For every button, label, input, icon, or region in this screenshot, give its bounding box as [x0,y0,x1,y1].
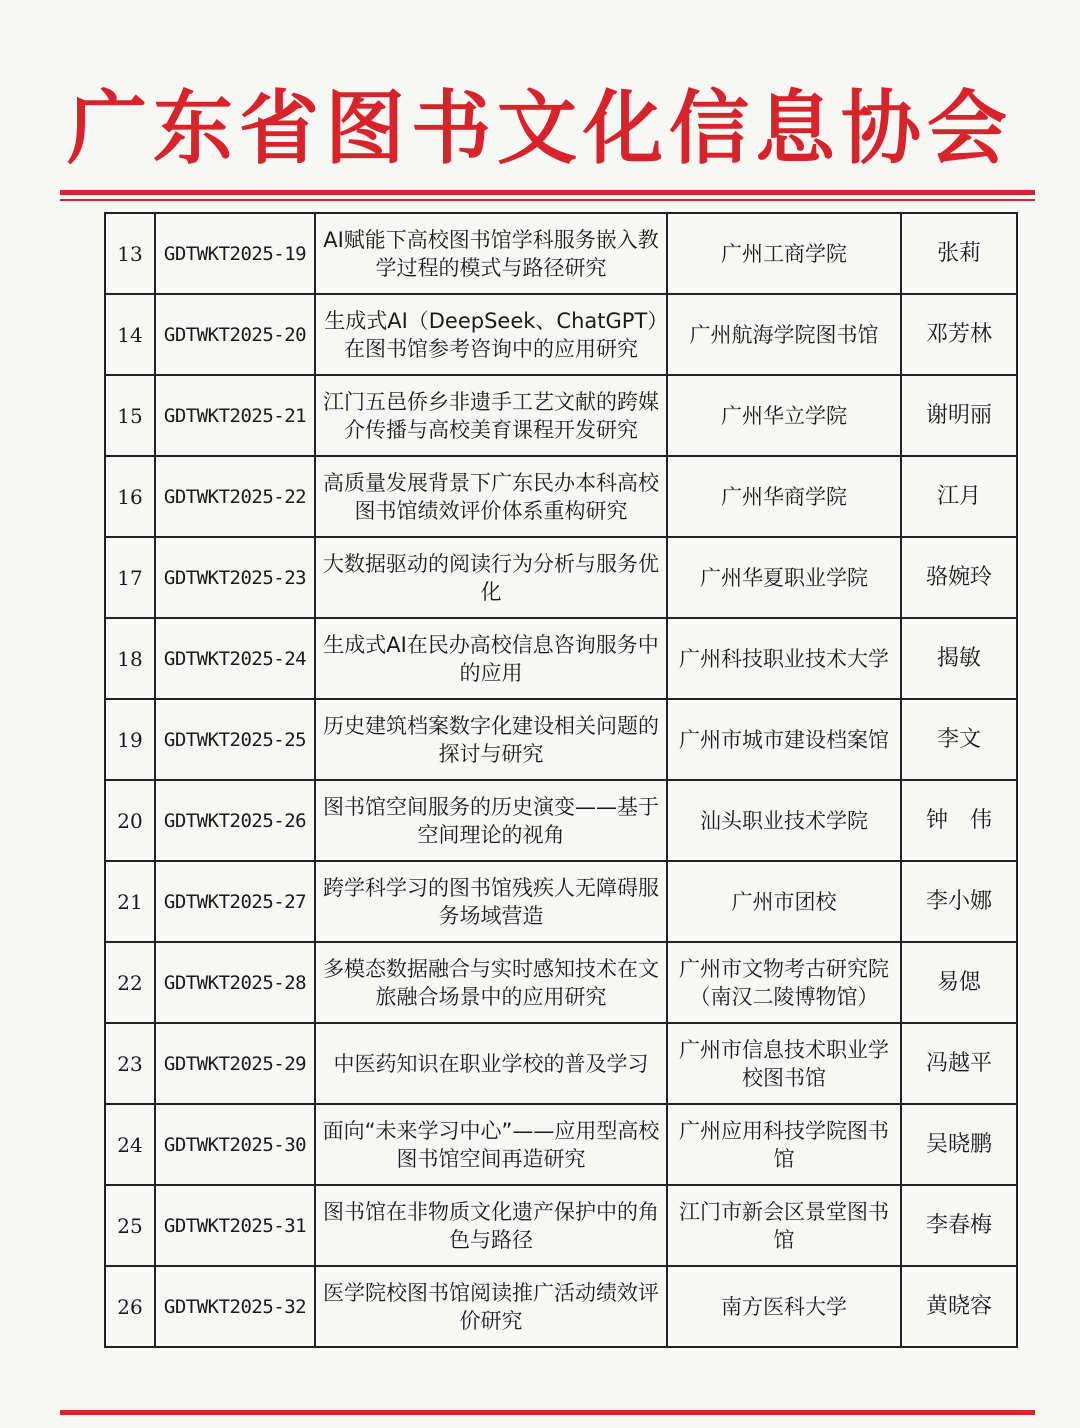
table-row [105,780,1017,861]
organization-name: 广州华夏职业学院 [667,537,901,618]
person-in-charge: 李文 [901,699,1017,780]
project-title: 图书馆空间服务的历史演变——基于空间理论的视角 [315,780,667,861]
organization-name: 广州科技职业技术大学 [667,618,901,699]
row-number: 18 [105,618,155,699]
organization-title: 广东省图书文化信息协会 [67,81,1013,175]
table-row [105,1266,1017,1347]
project-title: 高质量发展背景下广东民办本科高校图书馆绩效评价体系重构研究 [315,456,667,537]
row-number: 13 [105,213,155,294]
organization-name: 广州市城市建设档案馆 [667,699,901,780]
project-title: 医学院校图书馆阅读推广活动绩效评价研究 [315,1266,667,1347]
table-row [105,537,1017,618]
organization-name: 广州工商学院 [667,213,901,294]
row-number: 14 [105,294,155,375]
organization-name: 广州华立学院 [667,375,901,456]
row-number: 16 [105,456,155,537]
person-in-charge: 江月 [901,456,1017,537]
project-title: 大数据驱动的阅读行为分析与服务优化 [315,537,667,618]
project-title: 多模态数据融合与实时感知技术在文旅融合场景中的应用研究 [315,942,667,1023]
row-number: 15 [105,375,155,456]
project-title: 生成式AI在民办高校信息咨询服务中的应用 [315,618,667,699]
row-number: 19 [105,699,155,780]
header-divider-thin [60,199,1035,201]
row-number: 24 [105,1104,155,1185]
header-divider-thick [60,190,1035,195]
organization-name: 广州应用科技学院图书馆 [667,1104,901,1185]
organization-name: 江门市新会区景堂图书馆 [667,1185,901,1266]
project-code: GDTWKT2025-30 [155,1104,315,1185]
project-code: GDTWKT2025-26 [155,780,315,861]
project-code: GDTWKT2025-24 [155,618,315,699]
table-row [105,375,1017,456]
project-code: GDTWKT2025-29 [155,1023,315,1104]
project-code: GDTWKT2025-19 [155,213,315,294]
project-code: GDTWKT2025-22 [155,456,315,537]
row-number: 17 [105,537,155,618]
project-code: GDTWKT2025-21 [155,375,315,456]
person-in-charge: 钟 伟 [901,780,1017,861]
project-table-container [104,212,1018,1348]
person-in-charge: 揭敏 [901,618,1017,699]
row-number: 21 [105,861,155,942]
person-in-charge: 谢明丽 [901,375,1017,456]
organization-name: 广州华商学院 [667,456,901,537]
footer-divider [60,1410,1035,1415]
person-in-charge: 张莉 [901,213,1017,294]
person-in-charge: 易偲 [901,942,1017,1023]
project-title: 图书馆在非物质文化遗产保护中的角色与路径 [315,1185,667,1266]
row-number: 25 [105,1185,155,1266]
table-row [105,1023,1017,1104]
table-row [105,942,1017,1023]
row-number: 22 [105,942,155,1023]
organization-name: 广州市文物考古研究院（南汉二陵博物馆） [667,942,901,1023]
row-number: 20 [105,780,155,861]
project-title: 江门五邑侨乡非遗手工艺文献的跨媒介传播与高校美育课程开发研究 [315,375,667,456]
row-number: 23 [105,1023,155,1104]
organization-name: 南方医科大学 [667,1266,901,1347]
project-code: GDTWKT2025-28 [155,942,315,1023]
table-row [105,861,1017,942]
project-title: 中医药知识在职业学校的普及学习 [315,1023,667,1104]
project-title: 历史建筑档案数字化建设相关问题的探讨与研究 [315,699,667,780]
project-code: GDTWKT2025-27 [155,861,315,942]
project-code: GDTWKT2025-32 [155,1266,315,1347]
organization-name: 广州市信息技术职业学校图书馆 [667,1023,901,1104]
person-in-charge: 骆婉玲 [901,537,1017,618]
project-title: 跨学科学习的图书馆残疾人无障碍服务场域营造 [315,861,667,942]
table-row [105,213,1017,294]
project-code: GDTWKT2025-20 [155,294,315,375]
organization-name: 广州市团校 [667,861,901,942]
project-code: GDTWKT2025-25 [155,699,315,780]
table-row [105,699,1017,780]
table-row [105,294,1017,375]
organization-name: 广州航海学院图书馆 [667,294,901,375]
person-in-charge: 李小娜 [901,861,1017,942]
person-in-charge: 吴晓鹏 [901,1104,1017,1185]
project-code: GDTWKT2025-23 [155,537,315,618]
person-in-charge: 邓芳林 [901,294,1017,375]
project-code: GDTWKT2025-31 [155,1185,315,1266]
table-row [105,1185,1017,1266]
person-in-charge: 冯越平 [901,1023,1017,1104]
project-table [104,212,1018,1348]
row-number: 26 [105,1266,155,1347]
project-title: AI赋能下高校图书馆学科服务嵌入教学过程的模式与路径研究 [315,213,667,294]
project-title: 生成式AI（DeepSeek、ChatGPT）在图书馆参考咨询中的应用研究 [315,294,667,375]
table-row [105,618,1017,699]
organization-name: 汕头职业技术学院 [667,780,901,861]
person-in-charge: 李春梅 [901,1185,1017,1266]
person-in-charge: 黄晓容 [901,1266,1017,1347]
table-row [105,1104,1017,1185]
table-row [105,456,1017,537]
project-title: 面向“未来学习中心”——应用型高校图书馆空间再造研究 [315,1104,667,1185]
